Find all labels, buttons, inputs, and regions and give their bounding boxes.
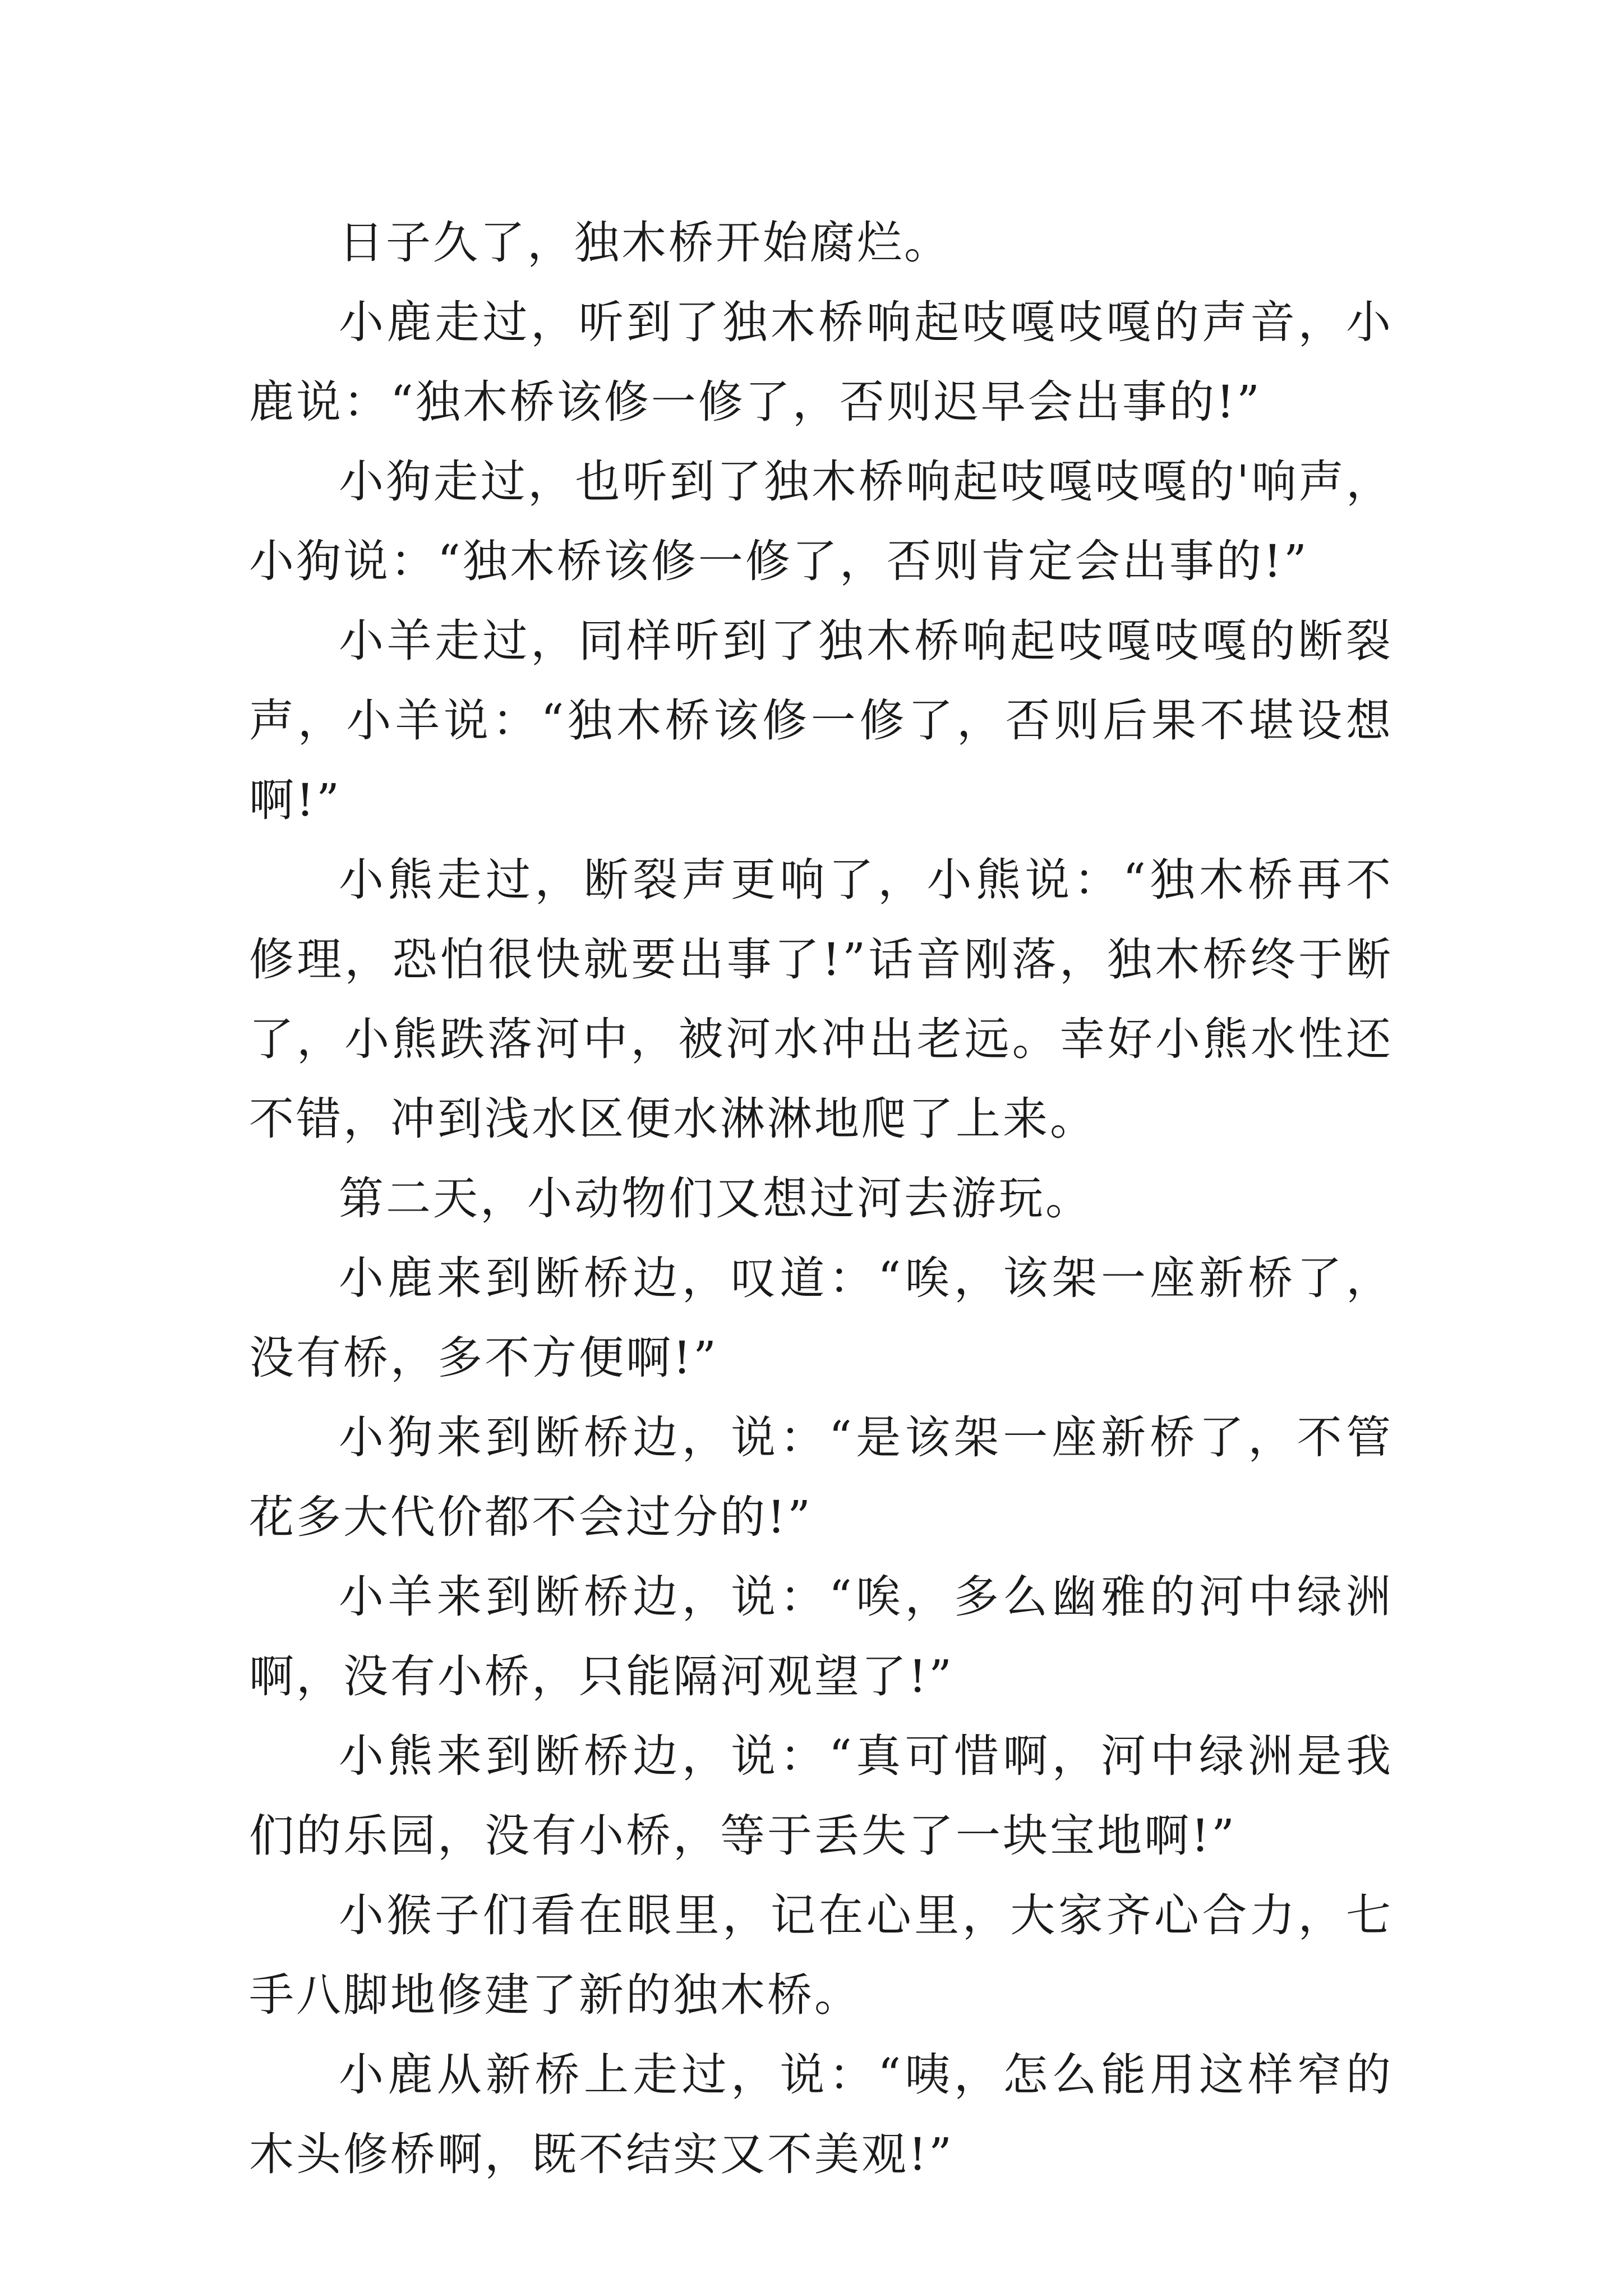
paragraph-5: 小熊走过，断裂声更响了，小熊说：“独木桥再不修理，恐怕很快就要出事了!”话音刚落，独木桥终于断了，小熊跌落河中，被河水冲出老远。幸好小熊水性还不错，冲到浅水区便水淋淋地爬了上来。 (249, 854, 1393, 1145)
paragraph-3: 小狗走过，也听到了独木桥响起吱嘎吱嘎的'响声，小狗说：“独木桥该修一修了，否则肯定会出事的!” (249, 455, 1393, 587)
paragraph-10: 小熊来到断桥边，说：“真可惜啊，河中绿洲是我们的乐园，没有小桥，等于丢失了一块宝地啊!” (249, 1730, 1393, 1862)
paragraph-7: 小鹿来到断桥边，叹道：“唉，该架一座新桥了，没有桥，多不方便啊!” (249, 1252, 1393, 1384)
paragraph-12: 小鹿从新桥上走过，说：“咦，怎么能用这样窄的木头修桥啊，既不结实又不美观!” (249, 2049, 1393, 2180)
paragraph-6: 第二天，小动物们又想过河去游玩。 (339, 1172, 1092, 1225)
paragraph-1: 日子久了，独木桥开始腐烂。 (339, 217, 951, 269)
paragraph-11: 小猴子们看在眼里，记在心里，大家齐心合力，七手八脚地修建了新的独木桥。 (249, 1889, 1393, 2021)
story-body (249, 203, 1393, 2194)
paragraph-9: 小羊来到断桥边，说：“唉，多么幽雅的河中绿洲啊，没有小桥，只能隔河观望了!” (249, 1571, 1393, 1703)
paragraph-2: 小鹿走过，听到了独木桥响起吱嘎吱嘎的声音，小鹿说：“独木桥该修一修了，否则迟早会出事的!” (249, 296, 1393, 428)
paragraph-4: 小羊走过，同样听到了独木桥响起吱嘎吱嘎的断裂声，小羊说：“独木桥该修一修了，否则后果不堪设想啊!” (249, 615, 1393, 826)
paragraph-8: 小狗来到断桥边，说：“是该架一座新桥了，不管花多大代价都不会过分的!” (249, 1411, 1393, 1543)
